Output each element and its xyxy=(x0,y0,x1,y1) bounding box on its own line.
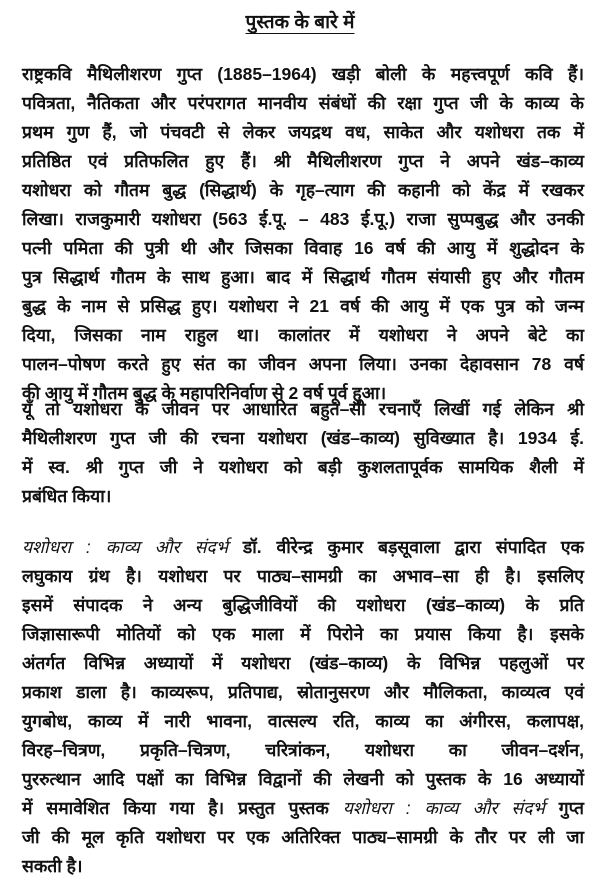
text-line xyxy=(22,736,584,765)
text-segment: बुद्ध के नाम से प्रसिद्ध हुए। यशोधरा ने 21 वर्ष की आयु में एक पुत्र को जन्म xyxy=(22,296,584,316)
paragraph-3 xyxy=(22,533,584,881)
text-line xyxy=(22,176,584,205)
text-segment: पत्नी पमिता की पुत्री थी और जिसका विवाह 16 वर्ष की आयु में शुद्धोदन के xyxy=(22,238,584,258)
text-line xyxy=(22,794,584,823)
title-text: पुस्तक के बारे में xyxy=(245,12,355,33)
text-line xyxy=(22,591,584,620)
text-line xyxy=(22,89,584,118)
text-line xyxy=(22,649,584,678)
text-segment: पालन–पोषण करते हुए संत का जीवन अपना लिया। उनका देहावसान 78 वर्ष xyxy=(22,354,584,374)
text-line xyxy=(22,765,584,794)
text-segment: लिखा। राजकुमारी यशोधरा (563 ई.पू. – 483 ई.पू.) राजा सुप्पबुद्ध और उनकी xyxy=(22,209,584,229)
text-line xyxy=(22,263,584,292)
text-segment: मैथिलीशरण गुप्त जी की रचना यशोधरा (खंड–काव्य) सुविख्यात है। 1934 ई. xyxy=(22,428,584,448)
paragraph-1 xyxy=(22,60,584,408)
text-segment: जिज्ञासारूपी मोतियों को एक माला में पिरोने का प्रयास किया है। इसके xyxy=(22,624,584,644)
text-line xyxy=(22,350,584,379)
text-segment: प्रकाश डाला है। काव्यरूप, प्रतिपाद्य, स्रोतानुसरण और मौलिकता, काव्यत्व एवं xyxy=(22,682,584,702)
text-segment: पुत्र सिद्धार्थ गौतम के साथ हुआ। बाद में सिद्धार्थ गौतम संयासी हुए और गौतम xyxy=(22,267,584,287)
text-line xyxy=(22,424,584,453)
text-segment: गुप्त xyxy=(544,798,584,818)
text-line xyxy=(22,823,584,852)
text-segment: अंतर्गत विभिन्न अध्यायों में यशोधरा (खंड–काव्य) के विभिन्न पहलुओं पर xyxy=(22,653,584,673)
text-segment: पवित्रता, नैतिकता और परंपरागत मानवीय संबंधों की रक्षा गुप्त जी के काव्य के xyxy=(22,93,584,113)
text-segment: की आयु में गौतम बुद्ध के महापरिनिर्वाण से 2 वर्ष पूर्व हुआ। xyxy=(22,383,387,403)
text-segment: जी की मूल कृति यशोधरा पर एक अतिरिक्त पाठ्य–सामग्री के तौर पर ली जा xyxy=(22,827,584,847)
text-line xyxy=(22,852,584,881)
text-segment: युगबोध, काव्य में नारी भावना, वात्सल्य रति, काव्य का अंगीरस, कलापक्ष, xyxy=(22,711,584,731)
text-line xyxy=(22,482,584,511)
text-line xyxy=(22,395,584,424)
text-line xyxy=(22,321,584,350)
paragraph-2 xyxy=(22,395,584,511)
text-segment: सकती है। xyxy=(22,856,83,876)
text-segment: दिया, जिसका नाम राहुल था। कालांतर में यशोधरा ने अपने बेटे का xyxy=(22,325,584,345)
text-segment: यशोधरा को गौतम बुद्ध (सिद्धार्थ) के गृह–त्याग की कहानी को केंद्र में रखकर xyxy=(22,180,584,200)
text-segment: प्रतिष्ठित एवं प्रतिफलित हुए हैं। श्री मैथिलीशरण गुप्त ने अपने खंड–काव्य xyxy=(22,151,584,171)
text-segment: प्रबंधित किया। xyxy=(22,486,112,506)
text-segment: डॉ. वीरेन्द्र कुमार बड़सूवाला द्वारा संपादित एक xyxy=(228,537,585,557)
text-segment: राष्ट्रकवि मैथिलीशरण गुप्त (1885–1964) खड़ी बोली के महत्त्वपूर्ण कवि हैं। xyxy=(22,64,584,84)
text-segment: इसमें संपादक ने अन्य बुद्धिजीवियों की यशोधरा (खंड–काव्य) के प्रति xyxy=(22,595,584,615)
text-line xyxy=(22,147,584,176)
book-title-italic: यशोधरा : काव्य और संदर्भ xyxy=(22,537,229,557)
page-title xyxy=(0,8,600,34)
text-line xyxy=(22,292,584,321)
text-line xyxy=(22,678,584,707)
text-line xyxy=(22,234,584,263)
text-line xyxy=(22,707,584,736)
text-line xyxy=(22,60,584,89)
text-segment: पुररुत्थान आदि पक्षों का विभिन्न विद्वानों की लेखनी को पुस्तक के 16 अध्यायों xyxy=(22,769,584,789)
text-segment: यूँ तो यशोधरा के जीवन पर आधारित बहुत–सी रचनाएँ लिखीं गई लेकिन श्री xyxy=(22,399,584,419)
text-line xyxy=(22,533,584,562)
text-line xyxy=(22,205,584,234)
text-line xyxy=(22,620,584,649)
text-segment: प्रथम गुण हैं, जो पंचवटी से लेकर जयद्रथ वध, साकेत और यशोधरा तक में xyxy=(22,122,584,142)
text-segment: में स्व. श्री गुप्त जी ने यशोधरा को बड़ी कुशलतापूर्वक सामयिक शैली में xyxy=(22,457,584,477)
text-segment: विरह–चित्रण, प्रकृति–चित्रण, चरित्रांकन, यशोधरा का जीवन–दर्शन, xyxy=(22,740,584,760)
text-line xyxy=(22,453,584,482)
book-title-italic: यशोधरा : काव्य और संदर्भ xyxy=(342,798,545,818)
text-line xyxy=(22,118,584,147)
text-segment: लघुकाय ग्रंथ है। यशोधरा पर पाठ्य–सामग्री का अभाव–सा ही है। इसलिए xyxy=(22,566,584,586)
text-segment: में समावेशित किया गया है। प्रस्तुत पुस्तक xyxy=(22,798,343,818)
text-line xyxy=(22,562,584,591)
